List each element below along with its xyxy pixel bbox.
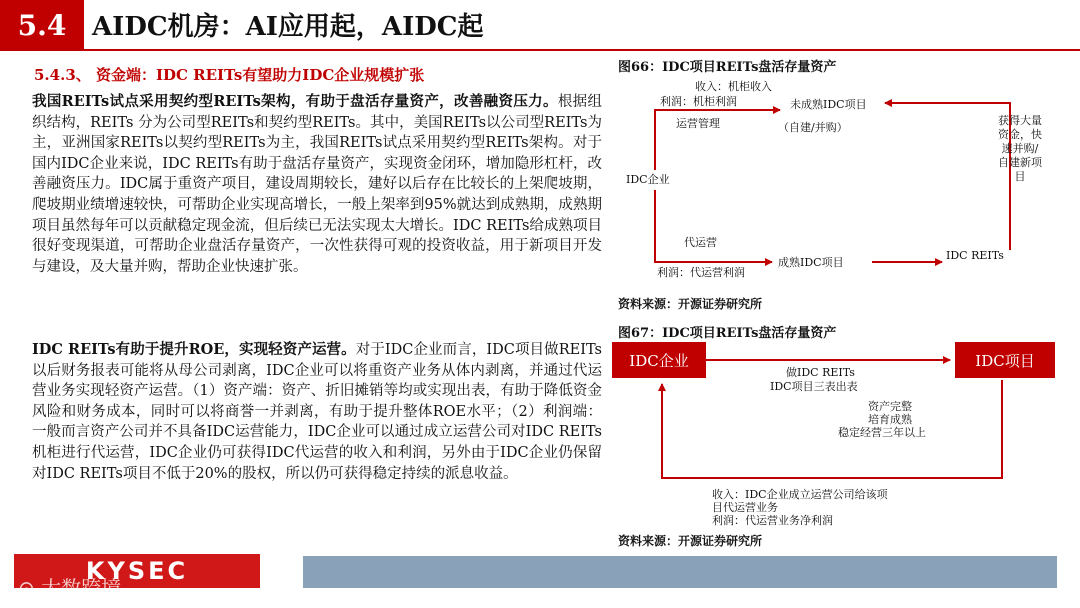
figure-66-source: 资料来源：开源证券研究所 — [618, 297, 763, 311]
page-title: AIDC机房：AI应用起，AIDC起 — [92, 12, 484, 42]
watermark — [18, 572, 121, 601]
fig67-bottom-line1: 收入：IDC企业成立运营公司给该项 — [712, 488, 888, 501]
fig66-mature-project: 成熟IDC项目 — [778, 256, 844, 269]
section-title: 5.4.3、 资金端：IDC REITs有望助力IDC企业规模扩张 — [34, 66, 425, 84]
fig66-operation-mgmt: 运营管理 — [676, 117, 720, 130]
fig67-bottom-line3: 利润：代运营业务净利润 — [712, 514, 833, 527]
fig66-bottom-profit: 利润：代运营利润 — [657, 266, 745, 279]
fig67-asset-line3: 稳定经营三年以上 — [838, 426, 926, 439]
arrow-project-to-company — [662, 380, 1002, 478]
fig66-immature-project: 未成熟IDC项目 — [790, 98, 867, 111]
paragraph-body: 根据组织结构，REITs 分为公司型REITs和契约型REITs。其中，美国REITs以公司型REITs为主，亚洲国家REITs以契约型REITs为主，我国REITs试点采用契约型REITs架构。对于国内IDC企业来说，IDC REITs有助于盘活存量资产，实现资金闭环，增加隐形杠杆，改善融资压力。IDC属于重资产项目，建设周期较长，建好以后存在比较长的上架爬坡期，爬坡期业绩增速较快，可帮助企业实现高增长，一般上架率到95%就达到成熟期，成熟期项目虽然每年可以贡献稳定现金流，但后续已无法实现太大增长。IDC REITs给成熟项目很好变现渠道，可帮助企业盘活存量资产，一次性获得可观的投资收益，用于新项目开发与建设，及大量并购，帮助企业快速扩张。 — [32, 94, 603, 275]
paragraph-body: 对于IDC企业而言，IDC项目做REITs以后财务报表可能将从母公司剥离，IDC企业可以将重资产业务从体内剥离，并通过代运营业务实现轻资产运营。（1）资产端：资产、折旧摊销等均或实现出表，有助于降低资金风险和财务成本，同时可以将商誉一并剥离，有助于提升整体ROE水平；（2）利润端：一般而言资产公司并不具备IDC运营能力，IDC企业可以通过成立运营公司对IDC REITs机柜进行代运营，IDC企业仍可获得IDC代运营的收入和利润，另外由于IDC企业仍保留对IDC REITs项目不低于20%的股权，所以仍可获得稳定持续的派息收益。 — [32, 342, 603, 482]
fig66-build-buy: （自建/并购） — [778, 121, 848, 134]
fig66-outsourced-ops: 代运营 — [684, 236, 717, 249]
fig66-idc-reits: IDC REITs — [946, 249, 1004, 262]
fig67-reits-line1: 做IDC REITs — [786, 366, 855, 379]
fig67-bottom-line2: 目代运营业务 — [712, 501, 778, 514]
brand-logo: KYSEC — [14, 554, 260, 588]
paragraph-lead: 我国REITs试点采用契约型REITs架构，有助于盘活存量资产，改善融资压力。 — [32, 93, 558, 110]
fig67-idc-company-box: IDC企业 — [612, 342, 706, 378]
figure-67-title: 图67：IDC项目REITs盘活存量资产 — [618, 326, 837, 341]
fig67-asset-line2: 培育成熟 — [868, 413, 912, 426]
fig67-idc-project-box: IDC项目 — [955, 342, 1055, 378]
fig66-idc-company: IDC企业 — [626, 173, 670, 186]
fig67-reits-line2: IDC项目三表出表 — [770, 380, 858, 393]
paragraph-lead: IDC REITs有助于提升ROE，实现轻资产运营。 — [32, 341, 356, 358]
figure-67-source: 资料来源：开源证券研究所 — [618, 534, 763, 548]
fig66-top-profit: 利润：机柜利润 — [660, 95, 737, 108]
watermark-icon: ⊙ — [18, 576, 42, 600]
fig67-asset-line1: 资产完整 — [868, 400, 912, 413]
arrow-company-to-mature — [655, 190, 772, 262]
fig66-capital-note: 获得大量 资金，快 速并购/ 自建新项 目 — [998, 114, 1042, 183]
watermark-text: 大数跨境 — [41, 576, 122, 600]
section-number-badge: 5.4 — [0, 0, 84, 50]
fig66-top-income: 收入：机柜收入 — [695, 80, 772, 93]
footer-bar — [303, 556, 1057, 588]
figure-66-title: 图66：IDC项目REITs盘活存量资产 — [618, 60, 837, 75]
